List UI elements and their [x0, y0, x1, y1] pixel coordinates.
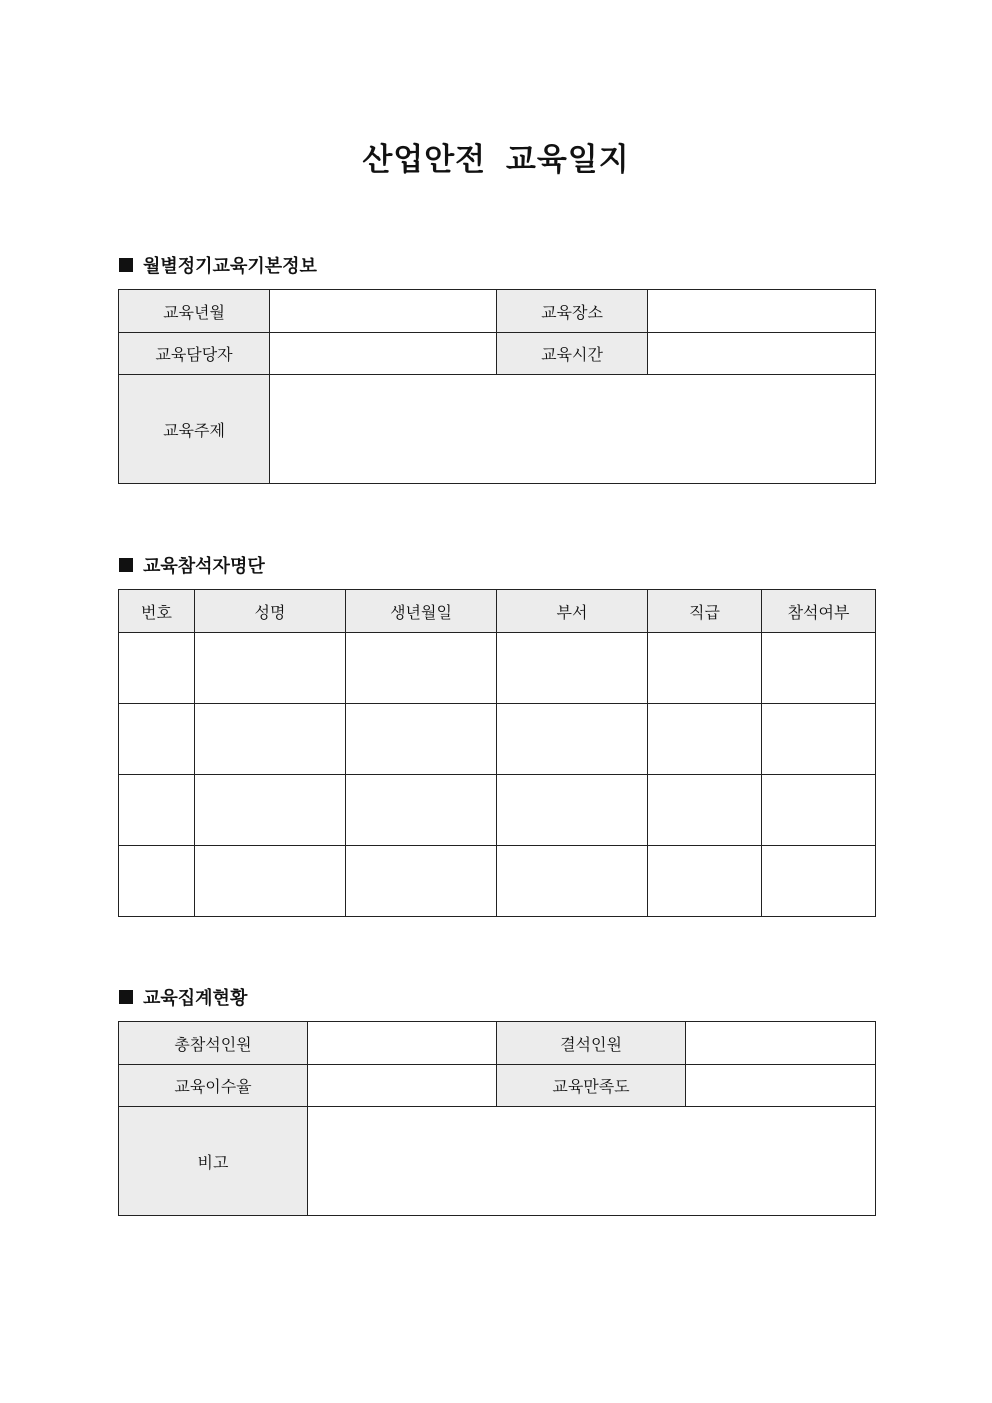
- section-attendees-title: 교육참석자명단: [143, 556, 265, 577]
- section-summary-heading: [119, 985, 247, 1009]
- label-place: 교육장소: [497, 290, 648, 333]
- section-basic-info-heading: [119, 253, 317, 277]
- cell-number[interactable]: [119, 704, 195, 775]
- header-number: 번호: [119, 590, 195, 633]
- bullet-square-icon: [119, 558, 133, 572]
- section-attendees-heading: [119, 553, 265, 577]
- cell-number[interactable]: [119, 846, 195, 917]
- cell-attendance[interactable]: [762, 704, 876, 775]
- document-title: 산업안전 교육일지: [362, 142, 630, 178]
- attendee-table: [118, 589, 876, 917]
- table-row: [119, 775, 876, 846]
- input-absent[interactable]: [686, 1022, 876, 1065]
- cell-birthdate[interactable]: [346, 704, 497, 775]
- input-manager[interactable]: [270, 333, 497, 375]
- label-time: 교육시간: [497, 333, 648, 375]
- cell-department[interactable]: [497, 775, 648, 846]
- input-completion-rate[interactable]: [308, 1065, 497, 1107]
- label-topic: 교육주제: [119, 375, 270, 484]
- input-satisfaction[interactable]: [686, 1065, 876, 1107]
- input-remarks[interactable]: [308, 1107, 876, 1216]
- cell-department[interactable]: [497, 704, 648, 775]
- input-topic[interactable]: [270, 375, 876, 484]
- bullet-square-icon: [119, 990, 133, 1004]
- cell-number[interactable]: [119, 633, 195, 704]
- input-place[interactable]: [648, 290, 876, 333]
- label-manager: 교육담당자: [119, 333, 270, 375]
- basic-info-table: [118, 289, 876, 484]
- cell-birthdate[interactable]: [346, 846, 497, 917]
- label-remarks: 비고: [119, 1107, 308, 1216]
- input-total-attendees[interactable]: [308, 1022, 497, 1065]
- header-department: 부서: [497, 590, 648, 633]
- input-year-month[interactable]: [270, 290, 497, 333]
- cell-attendance[interactable]: [762, 775, 876, 846]
- header-position: 직급: [648, 590, 762, 633]
- cell-birthdate[interactable]: [346, 633, 497, 704]
- cell-name[interactable]: [195, 704, 346, 775]
- cell-number[interactable]: [119, 775, 195, 846]
- label-total-attendees: 총참석인원: [119, 1022, 308, 1065]
- cell-name[interactable]: [195, 775, 346, 846]
- cell-attendance[interactable]: [762, 846, 876, 917]
- label-completion-rate: 교육이수율: [119, 1065, 308, 1107]
- section-basic-info-title: 월별정기교육기본정보: [143, 256, 317, 277]
- cell-department[interactable]: [497, 633, 648, 704]
- cell-name[interactable]: [195, 846, 346, 917]
- cell-position[interactable]: [648, 704, 762, 775]
- table-row: [119, 633, 876, 704]
- cell-name[interactable]: [195, 633, 346, 704]
- bullet-square-icon: [119, 258, 133, 272]
- label-satisfaction: 교육만족도: [497, 1065, 686, 1107]
- table-row: [119, 704, 876, 775]
- header-birthdate: 생년월일: [346, 590, 497, 633]
- cell-position[interactable]: [648, 775, 762, 846]
- input-time[interactable]: [648, 333, 876, 375]
- section-summary-title: 교육집계현황: [143, 988, 248, 1009]
- cell-position[interactable]: [648, 846, 762, 917]
- cell-department[interactable]: [497, 846, 648, 917]
- label-absent: 결석인원: [497, 1022, 686, 1065]
- cell-position[interactable]: [648, 633, 762, 704]
- cell-attendance[interactable]: [762, 633, 876, 704]
- table-row: [119, 846, 876, 917]
- summary-table: [118, 1021, 876, 1216]
- cell-birthdate[interactable]: [346, 775, 497, 846]
- header-attendance: 참석여부: [762, 590, 876, 633]
- header-name: 성명: [195, 590, 346, 633]
- label-year-month: 교육년월: [119, 290, 270, 333]
